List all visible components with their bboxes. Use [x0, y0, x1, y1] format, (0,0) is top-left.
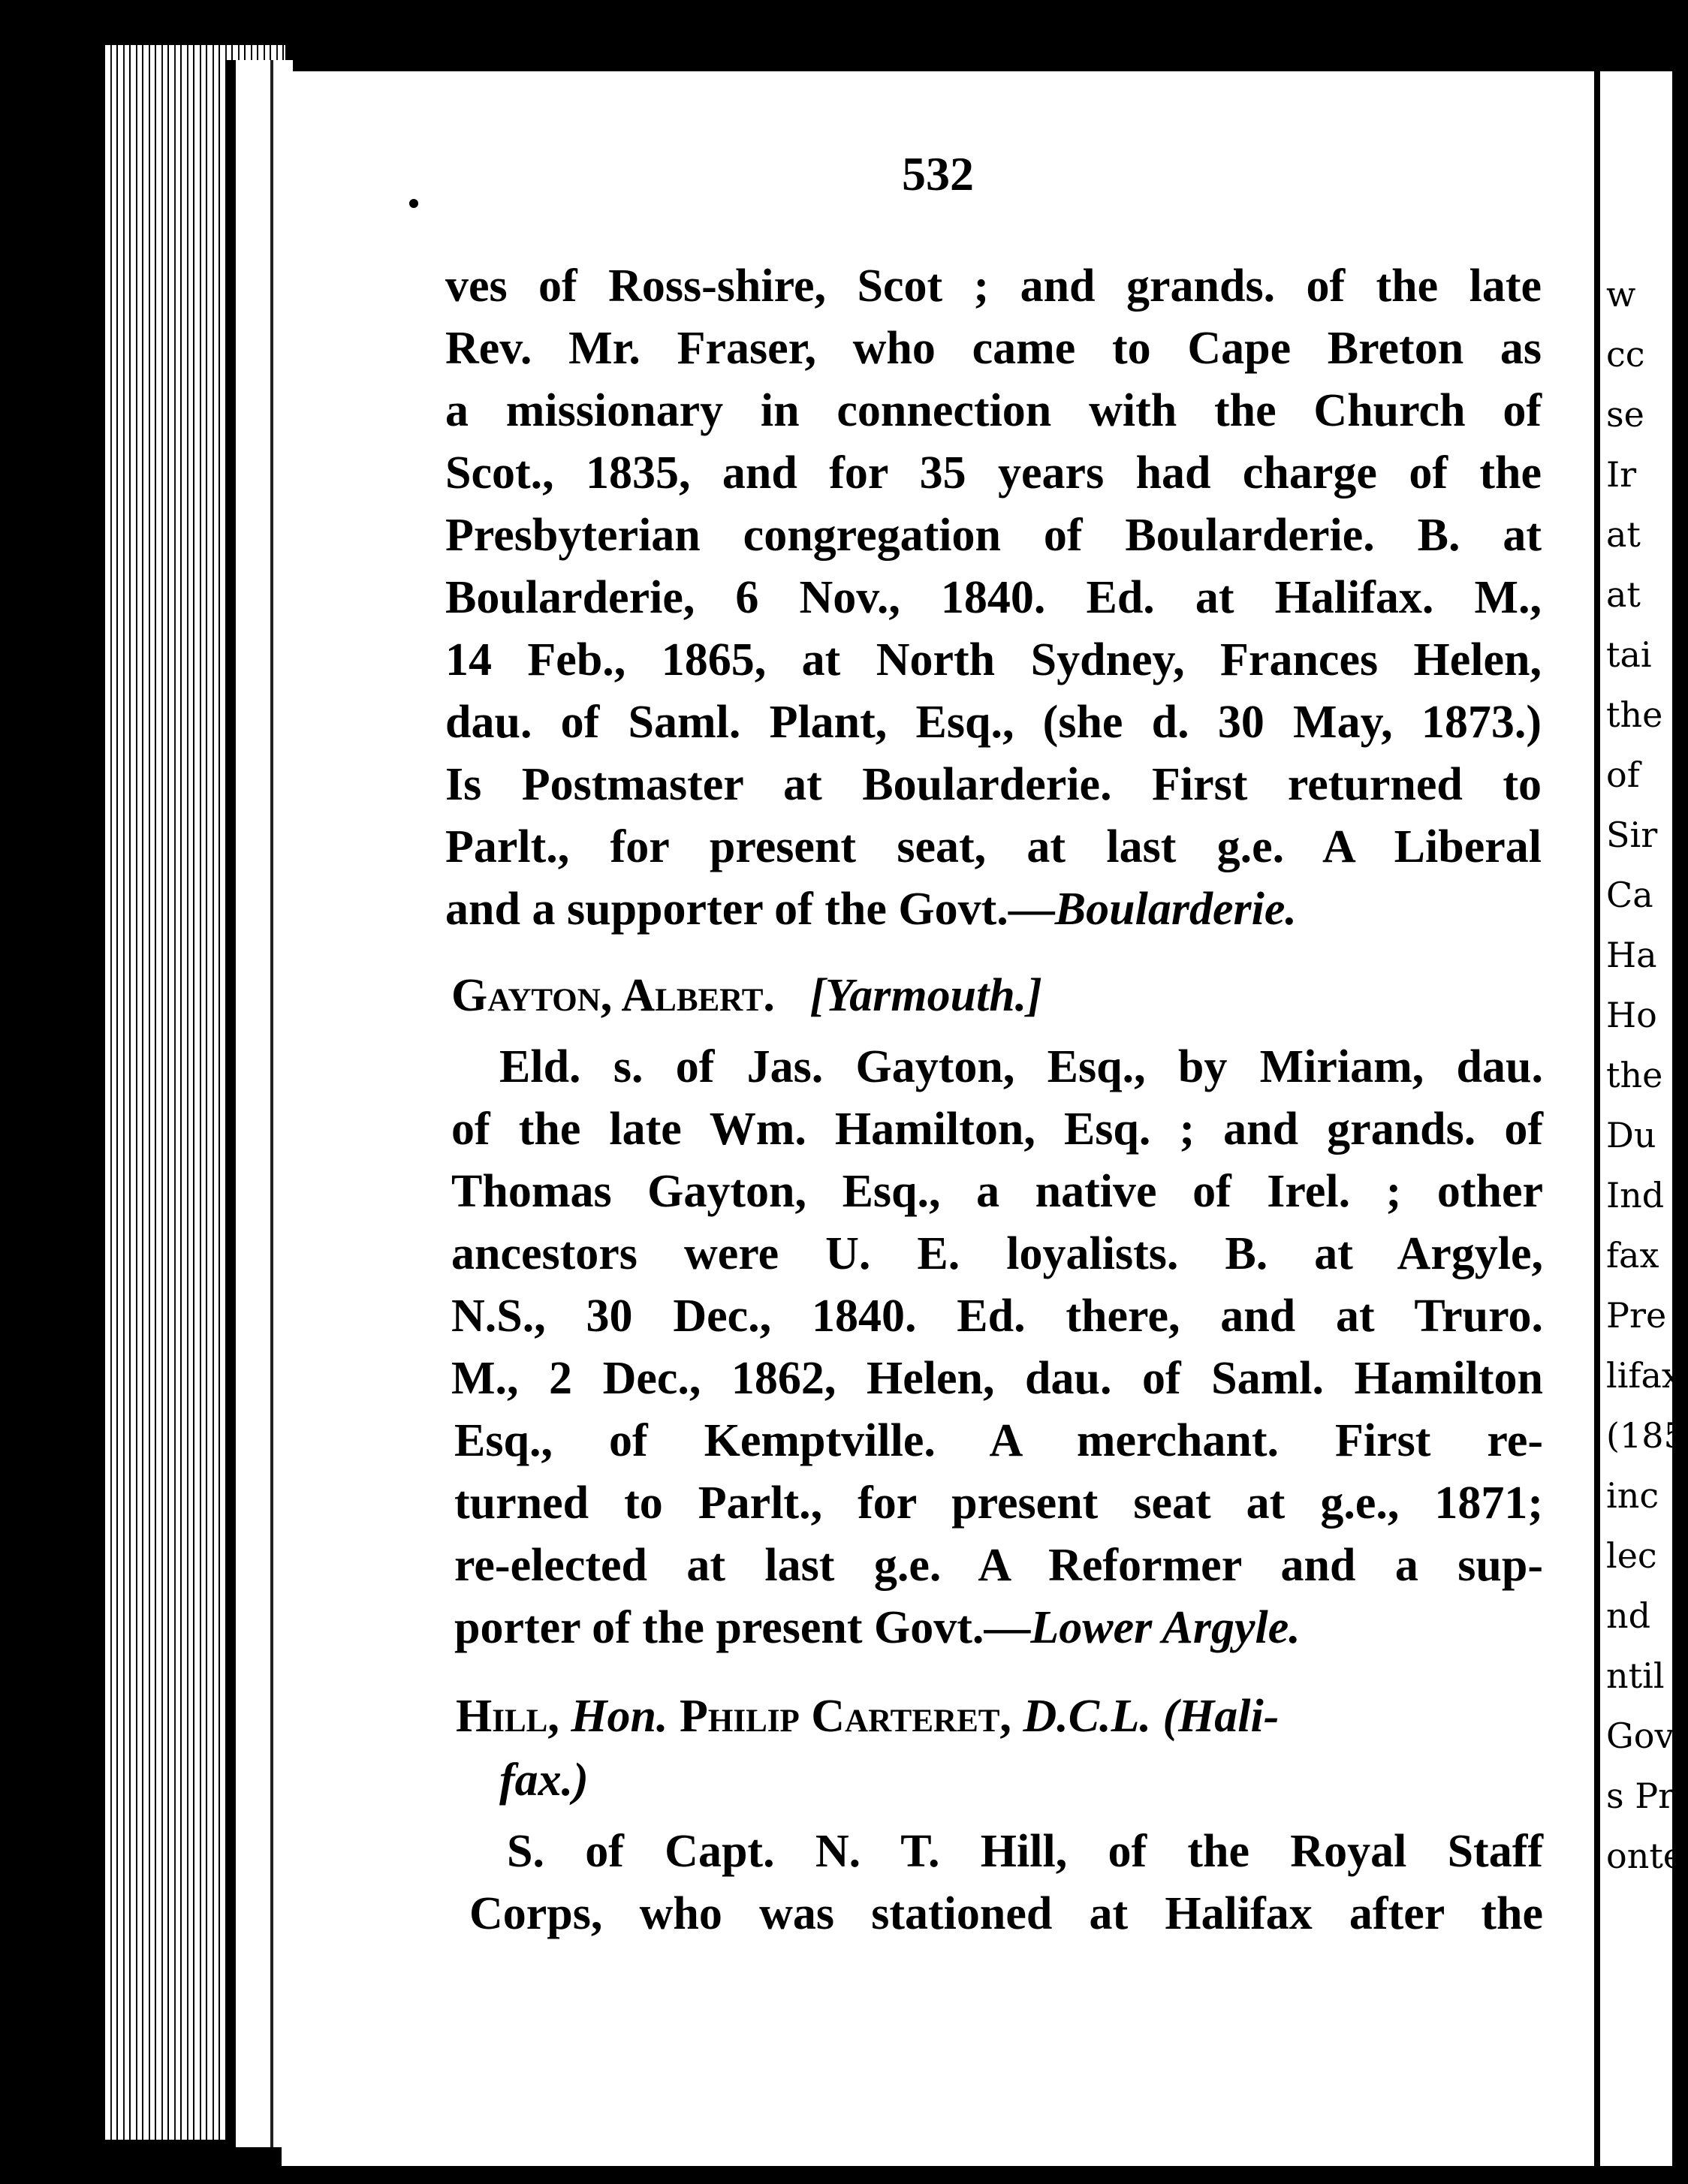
text-line: Esq., of Kemptville. A merchant. First re- — [454, 1415, 1543, 1466]
facing-page-strip — [1596, 71, 1688, 2166]
facing-page-fragment: Ind — [1606, 1175, 1665, 1216]
residence-place: Boularderie. — [1054, 884, 1297, 935]
entry-heading — [451, 972, 1042, 1019]
facing-page-fragment: at — [1606, 514, 1641, 555]
facing-page-fragment: fax — [1606, 1235, 1659, 1276]
text-line-last — [445, 884, 1297, 935]
text-line: of the late Wm. Hamilton, Esq. ; and grands. of — [451, 1104, 1543, 1155]
text-line: 14 Feb., 1865, at North Sydney, Frances Helen, — [445, 634, 1542, 685]
member-surname: Hill, — [456, 1691, 559, 1742]
text-line: N.S., 30 Dec., 1840. Ed. there, and at Truro. — [451, 1291, 1543, 1342]
text-line: Rev. Mr. Fraser, who came to Cape Breton as — [445, 323, 1542, 374]
facing-page-fragment: Ho — [1606, 995, 1657, 1035]
facing-page-fragment: Pre — [1606, 1295, 1667, 1336]
text-line: Is Postmaster at Boularderie. First returned to — [445, 759, 1542, 810]
text-line: turned to Parlt., for present seat at g.e., 1871; — [454, 1478, 1543, 1529]
degree: D.C.L. — [1023, 1691, 1151, 1742]
facing-page-fragment: Ha — [1606, 935, 1657, 975]
facing-page-fragment: Ca — [1606, 875, 1653, 915]
facing-page-fragment: w — [1606, 274, 1636, 315]
text-line: re-elected at last g.e. A Reformer and a sup- — [454, 1540, 1543, 1591]
honorific: Hon. — [571, 1691, 668, 1742]
ink-speck — [409, 199, 418, 208]
constituency: [Yarmouth.] — [809, 970, 1042, 1021]
facing-page-fragment: cc — [1606, 334, 1645, 375]
text-run: porter of the present Govt.— — [454, 1602, 1031, 1653]
text-line-last — [454, 1604, 1301, 1651]
text-line: Scot., 1835, and for 35 years had charge of the — [445, 447, 1542, 499]
facing-page-fragment: Govt — [1606, 1716, 1688, 1756]
facing-page-fragment: se — [1606, 394, 1644, 435]
constituency-continued: fax.) — [499, 1755, 589, 1806]
ink-mark — [672, 2173, 762, 2176]
member-name: Gayton, Albert. — [451, 970, 775, 1021]
page-number: 532 — [902, 147, 974, 200]
facing-page-fragment: tai — [1606, 634, 1652, 675]
facing-page-fragment: at — [1606, 574, 1641, 615]
facing-page-fragment: lec — [1606, 1535, 1657, 1576]
text-run: and a supporter of the Govt.— — [445, 884, 1055, 935]
facing-page-fragment: Ir — [1606, 454, 1637, 495]
text-line: a missionary in connection with the Church of — [445, 385, 1542, 436]
text-line: Presbyterian congregation of Boularderie. B. at — [445, 510, 1542, 561]
text-line: Boularderie, 6 Nov., 1840. Ed. at Halifax. M., — [445, 572, 1542, 623]
facing-page-fragment: of — [1606, 755, 1640, 795]
entry-heading — [456, 1693, 1543, 1740]
book-page — [282, 71, 1594, 2166]
facing-page-fragment: Sir — [1606, 815, 1658, 855]
text-line: ancestors were U. E. loyalists. B. at Argyle, — [451, 1228, 1543, 1279]
member-given-names: Philip Carteret, — [680, 1691, 1011, 1742]
facing-page-fragment: ntil — [1606, 1655, 1665, 1696]
facing-page-fragment: lifax — [1606, 1355, 1681, 1396]
text-line: dau. of Saml. Plant, Esq., (she d. 30 May, 1873.) — [445, 697, 1542, 748]
facing-page-fragment: inc — [1606, 1475, 1659, 1516]
text-line: Thomas Gayton, Esq., a native of Irel. ; other — [451, 1166, 1543, 1217]
residence-place: Lower Argyle. — [1030, 1602, 1301, 1653]
facing-page-fragment: the — [1606, 1055, 1663, 1095]
text-line: M., 2 Dec., 1862, Helen, dau. of Saml. Hamilton — [451, 1353, 1543, 1404]
facing-page-fragment: onte — [1606, 1836, 1684, 1876]
facing-page-fragment: nd — [1606, 1595, 1651, 1636]
text-line: S. of Capt. N. T. Hill, of the Royal Staff — [507, 1826, 1543, 1877]
text-line: Eld. s. of Jas. Gayton, Esq., by Miriam, dau. — [499, 1041, 1543, 1092]
constituency: (Hali- — [1162, 1691, 1280, 1742]
facing-page-fragment: s Pr — [1606, 1776, 1675, 1816]
facing-page-fragment: Du — [1606, 1115, 1656, 1155]
text-line: Corps, who was stationed at Halifax after the — [469, 1888, 1543, 1939]
facing-page-fragment: (185 — [1606, 1415, 1686, 1456]
text-line: ves of Ross-shire, Scot ; and grands. of the late — [445, 261, 1542, 312]
text-line: Parlt., for present seat, at last g.e. A Liberal — [445, 821, 1542, 872]
facing-page-fragment: the — [1606, 694, 1663, 735]
